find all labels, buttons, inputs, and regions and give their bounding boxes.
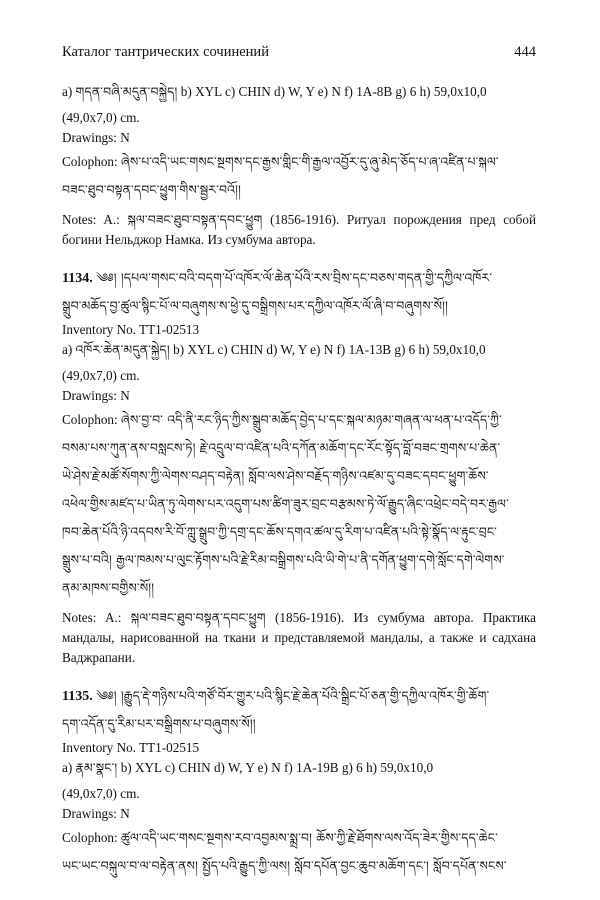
inventory-number: Inventory No. TT1-02513: [62, 322, 200, 337]
physical-description-dimensions: (49,0x7,0) cm.: [62, 368, 140, 383]
colophon-line: བཟང་ཐུབ་བསྟན་དབང་ཕྱུག་གིས་སྦྱར་བའོ།།: [62, 182, 242, 197]
entry-1134: [62, 264, 536, 668]
page-number: 444: [514, 44, 536, 60]
colophon-line: བསམ་པས་ཀུན་ནས་བསླངས་ཏེ། རྗེ་འདྲུལ་བ་འཛིན་པའི་དཀོན་མཆོག་དང་རོང་སྟོད་བློ་བཟང་གྲགས་པ་ཆེན་: [62, 440, 501, 455]
colophon-line: ཞེས་པ་འདི་ཡང་གསང་སྔགས་དང་རྒྱས་གླིང་གི་རྒྱལ་འབྱོར་དུ་ཞུ་མེད་ཅོད་པ་ཞ་འཛིན་པ་སྐལ་: [120, 154, 499, 169]
entry-1135: [62, 682, 536, 880]
colophon-label: Colophon:: [62, 154, 118, 169]
notes: [62, 210, 536, 250]
running-header: [62, 44, 536, 61]
colophon: [62, 824, 536, 852]
notes-text: (1856-1916). Из сумбума автора. Практика мандалы, нарисованной на ткани и представляемой мандалы, а также и садхана Ваджрапани.: [62, 610, 536, 665]
physical-description-dimensions: (49,0x7,0) cm.: [62, 110, 140, 125]
title-line: སྒྲུབ་མཆོད་བྱ་ཚུལ་སྙིང་པོ་ལ་བཞུགས་ས་ཕྱེ་དུ་བསྒྲིགས་པར་དཀྱིལ་འཁོར་ལོ་ཞི་བ་བཞུགས་སོ།།: [62, 298, 449, 313]
notes-label: Notes: A.:: [62, 212, 120, 227]
physical-description: a) འཁོར་ཆེན་མདུན་སྐྱེད། b) XYL c) CHIN d) W, Y e) N f) 1A-13B g) 6 h) 59,0x10,0: [62, 342, 486, 357]
short-title-tibetan: འཁོར་ཆེན་མདུན་སྐྱེད།: [75, 342, 170, 357]
running-title: Каталог тантрических сочинений: [62, 44, 269, 60]
colophon-label: Colophon:: [62, 412, 118, 427]
inventory-number: Inventory No. TT1-02515: [62, 740, 200, 755]
colophon-line: ཡེ་ཤེས་རྗེ་མཚོ་སོགས་ཀྱི་ལེགས་བཤད་བརྟེན། སློབ་ལས་ཤེས་བརྗོད་གཉིས་འཛམ་དུ་བཟང་དབང་ཕྱུག་ཆོས་: [62, 468, 489, 483]
title-line: ༄༅། །དཔལ་གསང་བའི་བདག་པོ་འཁོར་ལོ་ཆེན་པོའི་རས་བྲིས་དང་བཅས་གདན་གྱི་དཀྱིལ་འཁོར་: [96, 270, 493, 285]
drawings-field: Drawings: N: [62, 806, 130, 821]
title-line: དག་འདོན་དུ་རིམ་པར་བསྒྲིགས་པ་བཞུགས་སོ།།: [62, 716, 256, 731]
short-title-tibetan: གདན་བཞི་མདུན་བསྐྱེད།: [75, 84, 178, 99]
entry-number: 1134.: [62, 271, 93, 286]
drawings-field: Drawings: N: [62, 388, 130, 403]
colophon: [62, 406, 536, 434]
entry-title: [62, 682, 536, 710]
physical-description: a) རྣམ་སྣང་། b) XYL c) CHIN d) W, Y e) N f) 1A-19B g) 6 h) 59,0x10,0: [62, 760, 434, 775]
notes-author-tibetan: སྐལ་བཟང་ཐུབ་བསྟན་དབང་ཕྱུག: [127, 212, 263, 227]
physical-description-dimensions: (49,0x7,0) cm.: [62, 786, 140, 801]
entry-number: 1135.: [62, 689, 93, 704]
notes-label: Notes: A.:: [62, 610, 122, 625]
entry-1133-tail: [62, 82, 536, 250]
colophon-line: ཚུལ་འདི་ཡང་གསང་སྔགས་རབ་འབྱམས་སྨྲ་བ། ཆོས་ཀྱི་རྗེ་ཐོགས་ལས་འོད་ཟེར་གྱིས་དད་ཆེང་: [120, 830, 498, 845]
drawings-field: Drawings: N: [62, 130, 130, 145]
colophon-line: ཡང་ཡང་བསྐུལ་བ་ལ་བརྟེན་ནས། སྤྱོད་པའི་རྒྱུད་ཀྱི་ལས། སློབ་དཔོན་བྱང་ཆུབ་མཆོག་དང་། སློབ་དཔོན་སངས་: [62, 858, 507, 873]
colophon-line: ཞེས་བྱ་བ་ འདི་ནི་རང་ཉིད་ཀྱིས་སྒྲུབ་མཆོད་བྱེད་པ་དང་སྐལ་མཉམ་གཞན་ལ་ཕན་པ་འདོད་ཀྱི་: [120, 412, 502, 427]
physical-description: a) གདན་བཞི་མདུན་བསྐྱེད། b) XYL c) CHIN d) W, Y e) N f) 1A-8B g) 6 h) 59,0x10,0: [62, 84, 487, 99]
colophon-line: སྒྲུས་པ་བའི། རྒྱལ་ཁམས་པ་ལུང་རྟོགས་པའི་རྗེ་རིམ་བསྒྲིགས་པའི་ཡི་གེ་པ་ནི་དགོན་ཕྱུག་དགེ་སློང་དགེ་ལེགས་: [62, 552, 505, 567]
colophon-line: འཕེལ་གྱིས་མཛད་པ་ཡིན་ཏུ་ལེགས་པར་འདུག་པས་ཚིག་ཟུར་བྲང་བརྩམས་ཏེ་ལོ་རྒྱུད་ཞིང་འཕྲེང་བདེ་བར་རྒྱལ་: [62, 496, 509, 511]
notes: [62, 608, 536, 668]
entry-title: [62, 264, 536, 292]
colophon-line: ནམ་མཁས་བགྱིས་སོ།།: [62, 580, 155, 595]
colophon-label: Colophon:: [62, 830, 118, 845]
colophon-line: ཁབ་ཆེན་པོའི་ཉི་འདབས་རི་བོ་ཀླུ་སྒྲུབ་ཀྱི་དགྲ་དང་ཆོས་དགའ་ཚལ་དུ་རིག་པ་འཛིན་པའི་སྟེ་སྣོད་ལ་རྟུང་བྲང་: [62, 524, 498, 539]
title-line: ༄༅། །རྒྱུད་རྡེ་གཉིས་པའི་གཙོ་བོར་གྱུར་པའི་སྙིང་རྗེ་ཆེན་པོའི་སྒྲིང་པོ་ཅན་གྱི་དཀྱིལ་འཁོར་གྱི་ཆོག་: [96, 688, 490, 703]
notes-author-tibetan: སྐལ་བཟང་ཐུབ་བསྟན་དབང་ཕྱུག: [130, 610, 266, 625]
page-body: [62, 82, 536, 880]
notes-text: (1856-1916). Ритуал порождения пред собой богини Нельджор Намка. Из сумбума автора.: [62, 212, 537, 247]
colophon: [62, 148, 536, 176]
short-title-tibetan: རྣམ་སྣང་།: [75, 760, 118, 775]
